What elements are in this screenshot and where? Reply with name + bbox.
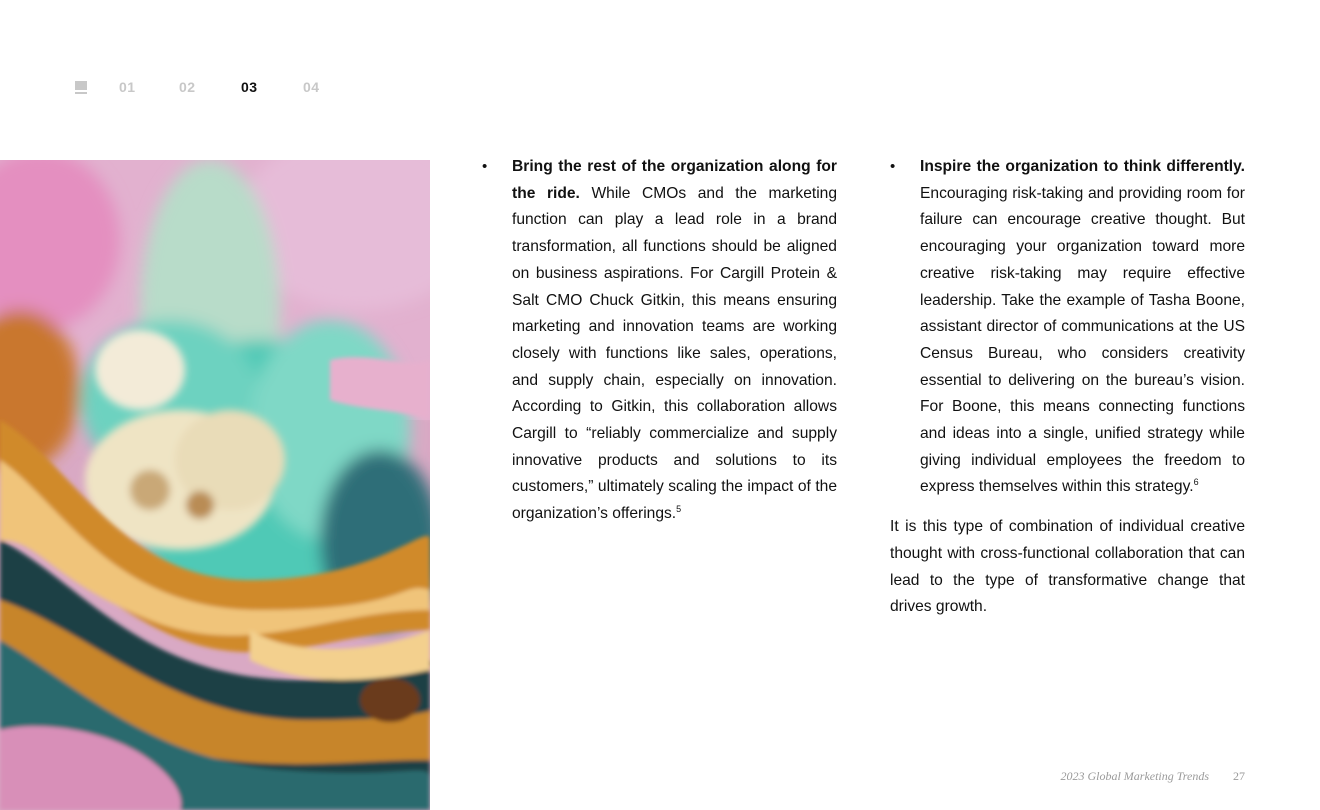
page-number: 27 (1233, 769, 1245, 783)
text-column-right (890, 154, 1245, 621)
text-column-left (482, 154, 837, 528)
bullet-item (482, 154, 837, 528)
bullet-heading: Bring the rest of the organization along for the ride. (512, 158, 837, 202)
nav-item-01[interactable]: 01 (119, 79, 136, 95)
nav-item-04[interactable]: 04 (303, 79, 320, 95)
bullet-paragraph (512, 154, 837, 528)
bullet-paragraph (920, 154, 1245, 501)
abstract-artwork (0, 160, 430, 810)
bullet-body: Encouraging risk-taking and providing room for failure can encourage creative thought. But encouraging your organization toward more creative risk-taking may require effective leadership. Take the example of Tasha Boone, assistant director of communications at the US Census Bureau, who considers creativity essential to delivering on the bureau’s vision. For Boone, this means connecting functions and ideas into a single, unified strategy while giving individual employees the freedom to express themselves within this strategy. (920, 184, 1245, 496)
nav-item-03[interactable]: 03 (241, 79, 258, 95)
bullet-dot: • (890, 158, 896, 175)
home-icon[interactable] (75, 81, 87, 94)
nav-item-02[interactable]: 02 (179, 79, 196, 95)
bullet-heading: Inspire the organization to think differently. (920, 158, 1245, 175)
publication-title: 2023 Global Marketing Trends (1060, 769, 1209, 783)
closing-paragraph: It is this type of combination of individual creative thought with cross-functional collaboration that can lead to the type of transformative change that drives growth. (890, 518, 1245, 616)
bullet-body: While CMOs and the marketing function can play a lead role in a brand transformation, all functions should be aligned on business aspirations. For Cargill Protein & Salt CMO Chuck Gitkin, this means ensuring marketing and innovation teams are working closely with functions like sales, operations, and supply chain, especially on innovation. According to Gitkin, this collaboration allows Cargill to “reliably commercialize and supply innovative products and solutions to its customers,” ultimately scaling the impact of the organization’s offerings. (512, 184, 838, 523)
footnote-marker[interactable]: 6 (1193, 477, 1199, 488)
footnote-marker[interactable]: 5 (676, 503, 682, 514)
bullet-dot: • (482, 158, 488, 175)
bullet-item (890, 154, 1245, 501)
page-footer (1060, 769, 1245, 784)
